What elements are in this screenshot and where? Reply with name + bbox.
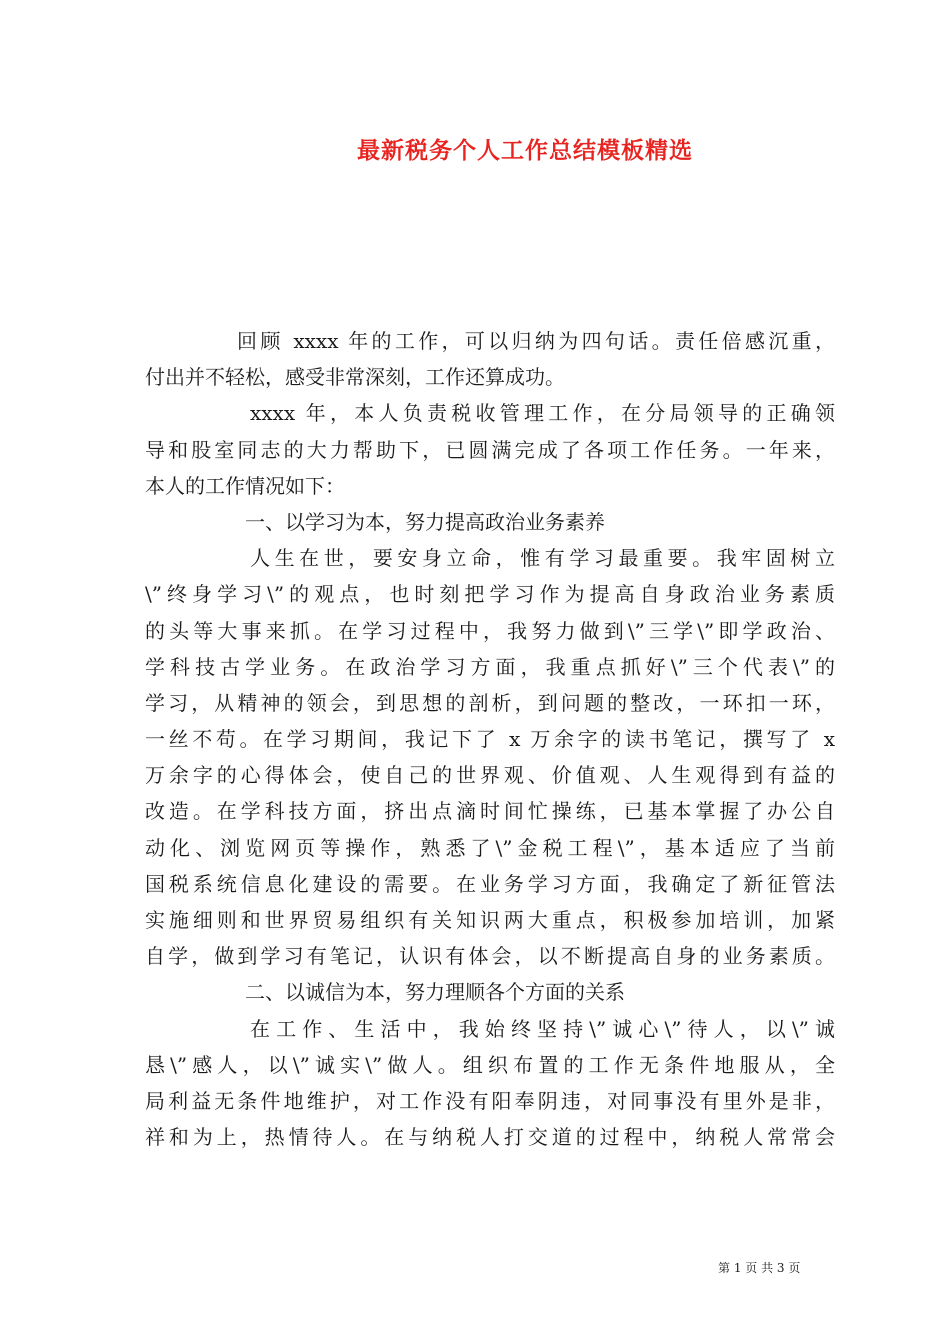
- paragraph-line: 学科技古学业务。在政治学习方面，我重点抓好\”三个代表\”的: [145, 654, 835, 679]
- paragraph-line: 人生在世，要安身立命，惟有学习最重要。我牢固树立: [250, 546, 835, 571]
- paragraph-line: \”终身学习\”的观点，也时刻把学习作为提高自身政治业务素质: [145, 582, 835, 607]
- paragraph-line: 改造。在学科技方面，挤出点滴时间忙操练，已基本掌握了办公自: [145, 799, 835, 824]
- paragraph-line: 本人的工作情况如下：: [145, 473, 345, 498]
- paragraph-line: 动化、浏览网页等操作，熟悉了\”金税工程\”，基本适应了当前: [145, 835, 835, 860]
- page-footer: 第 1 页 共 3 页: [718, 1261, 801, 1275]
- paragraph-line: 万余字的心得体会，使自己的世界观、价值观、人生观得到有益的: [145, 763, 835, 788]
- document-title: 最新税务个人工作总结模板精选: [357, 137, 693, 164]
- paragraph-line: 一丝不苟。在学习期间，我记下了 x 万余字的读书笔记，撰写了 x: [145, 727, 835, 752]
- paragraph-line: 恳\”感人，以\”诚实\”做人。组织布置的工作无条件地服从，全: [145, 1052, 835, 1077]
- paragraph-line: 国税系统信息化建设的需要。在业务学习方面，我确定了新征管法: [145, 871, 835, 896]
- paragraph-line: 在工作、生活中，我始终坚持\”诚心\”待人，以\”诚: [250, 1016, 835, 1041]
- section-heading: 一、以学习为本，努力提高政治业务素养: [245, 509, 605, 534]
- paragraph-line: 付出并不轻松，感受非常深刻，工作还算成功。: [145, 365, 565, 390]
- document-body: [145, 323, 835, 1155]
- paragraph-line: 实施细则和世界贸易组织有关知识两大重点，积极参加培训，加紧: [145, 908, 835, 932]
- paragraph-line: 自学，做到学习有笔记，认识有体会，以不断提高自身的业务素质。: [145, 944, 835, 969]
- paragraph-line: 的头等大事来抓。在学习过程中，我努力做到\”三学\”即学政治、: [145, 618, 835, 643]
- paragraph-line: 祥和为上，热情待人。在与纳税人打交道的过程中，纳税人常常会: [145, 1125, 835, 1150]
- paragraph-line: xxxx 年，本人负责税收管理工作，在分局领导的正确领: [250, 401, 835, 426]
- paragraph-line: 学习，从精神的领会，到思想的剖析，到问题的整改，一环扣一环，: [145, 690, 835, 715]
- paragraph-line: 回顾 xxxx 年的工作，可以归纳为四句话。责任倍感沉重，: [237, 329, 835, 353]
- section-heading: 二、以诚信为本，努力理顺各个方面的关系: [245, 980, 625, 1005]
- paragraph-line: 导和股室同志的大力帮助下，已圆满完成了各项工作任务。一年来，: [145, 437, 835, 462]
- paragraph-line: 局利益无条件地维护，对工作没有阳奉阴违，对同事没有里外是非，: [145, 1088, 835, 1113]
